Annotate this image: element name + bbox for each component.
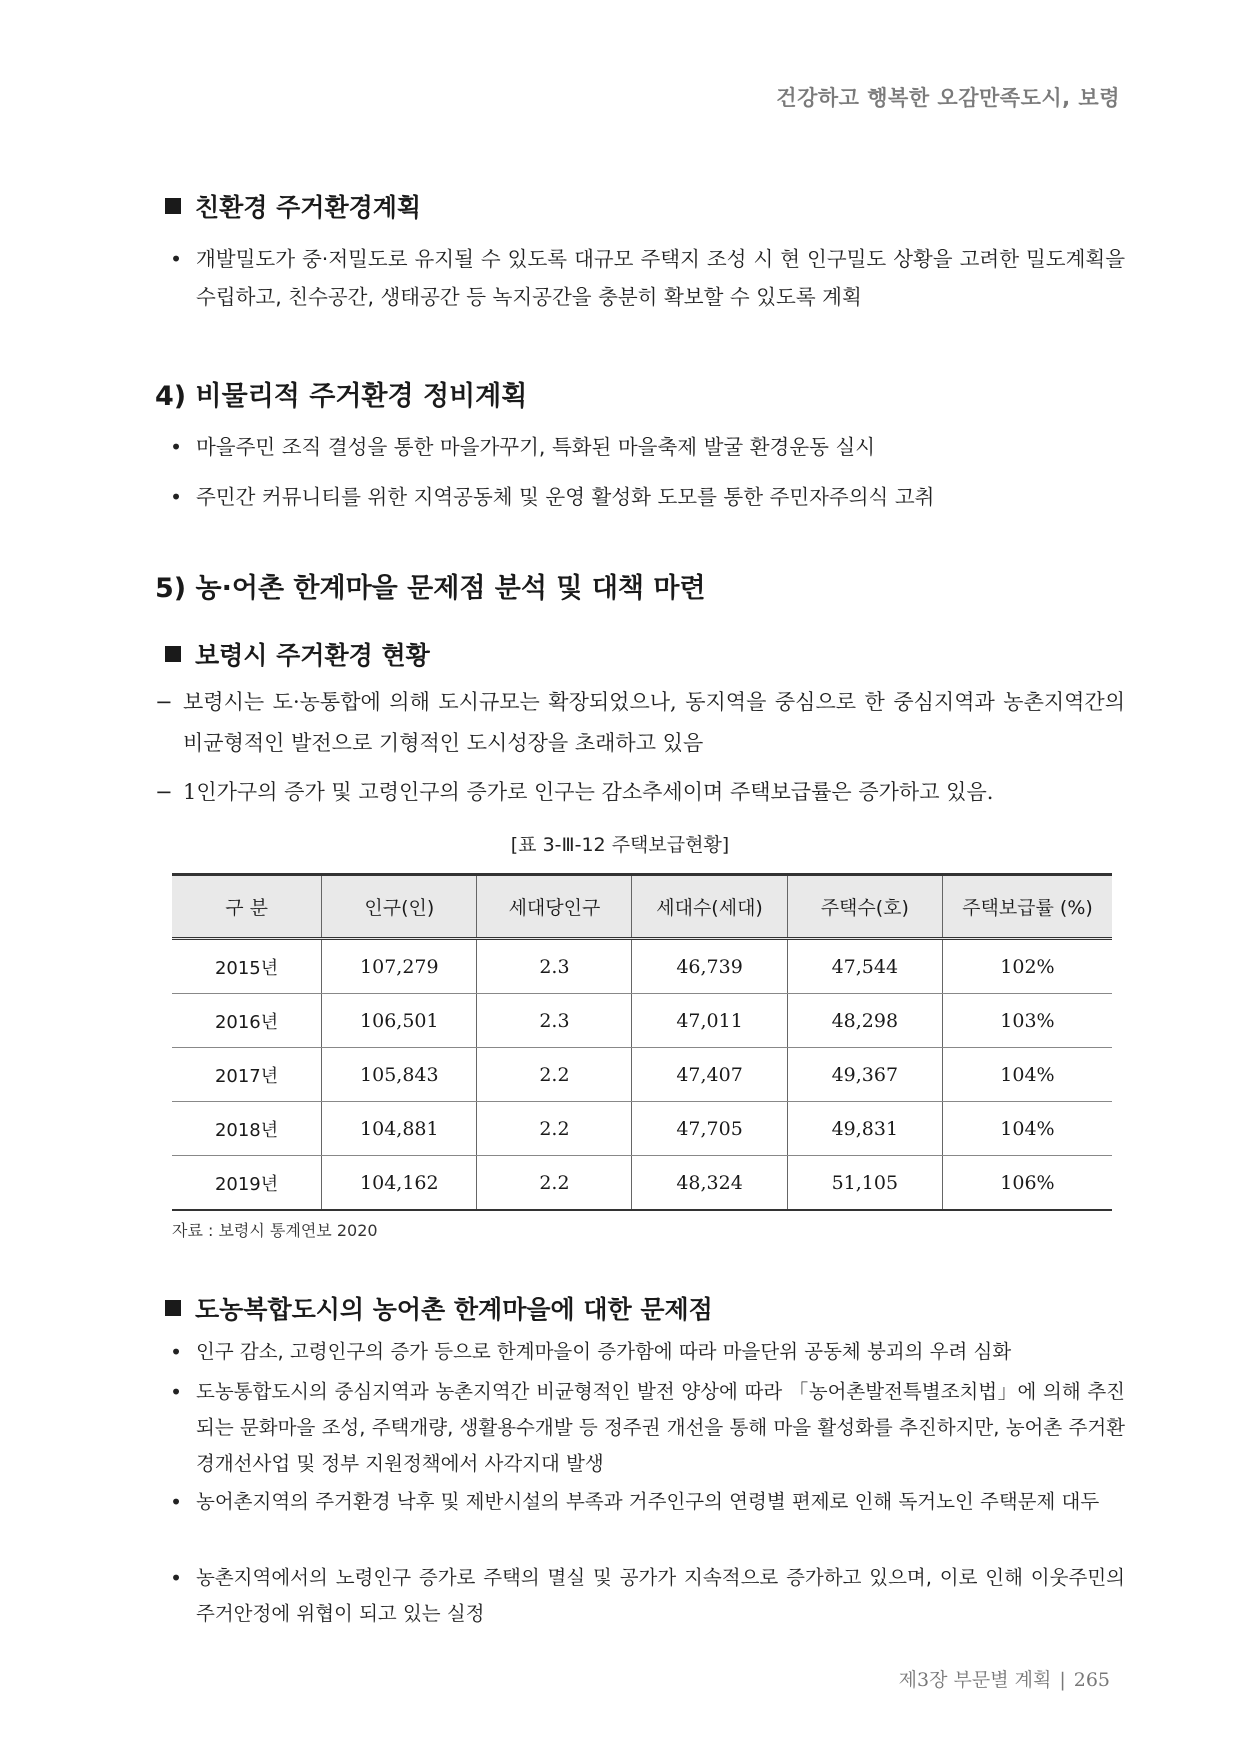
table-header-cell: 주택수(호) (787, 875, 942, 939)
section-heading-4: 4) 비물리적 주거환경 정비계획 (155, 381, 528, 412)
bullet-text: 마을주민 조직 결성을 통한 마을가꾸기, 특화된 마을축제 발굴 환경운동 실시 (196, 435, 876, 459)
table-header-cell: 주택보급률 (%) (942, 875, 1112, 939)
table-cell-year: 2016년 (172, 994, 322, 1048)
table-cell: 51,105 (787, 1156, 942, 1211)
footer-separator: | (1059, 1669, 1066, 1691)
dash-item (155, 772, 1125, 813)
table-row (172, 994, 1112, 1048)
dash-text: 보령시는 도·농통합에 의해 도시규모는 확장되었으나, 동지역을 중심으로 한 중심지역과 농촌지역간의 비균형적인 발전으로 기형적인 도시성장을 초래하고 있음 (183, 690, 1125, 755)
section-heading-5: 5) 농·어촌 한계마을 문제점 분석 및 대책 마련 (155, 573, 706, 604)
bullet-item (170, 478, 1125, 516)
table-cell: 107,279 (322, 939, 477, 994)
bullet-dot-icon: • (170, 485, 183, 509)
table-cell: 47,705 (632, 1102, 787, 1156)
bullet-dot-icon: • (170, 1566, 183, 1590)
subsection-heading-status (165, 636, 430, 672)
section-heading-eco-text: 친환경 주거환경계획 (195, 193, 422, 222)
table-cell: 102% (942, 939, 1112, 994)
table-header-row (172, 875, 1112, 939)
bullet-item (170, 1484, 1125, 1520)
table-cell: 2.2 (477, 1048, 632, 1102)
table-cell: 47,407 (632, 1048, 787, 1102)
table-header-cell: 구 분 (172, 875, 322, 939)
table-cell: 2.2 (477, 1156, 632, 1211)
table-cell: 48,324 (632, 1156, 787, 1211)
bullet-item (170, 240, 1125, 316)
table-cell-year: 2019년 (172, 1156, 322, 1211)
section-heading-problem-text: 도농복합도시의 농어촌 한계마을에 대한 문제점 (195, 1295, 713, 1324)
bullet-dot-icon: • (170, 1380, 183, 1404)
dash-text: 1인가구의 증가 및 고령인구의 증가로 인구는 감소추세이며 주택보급률은 증가하고 있음. (183, 780, 994, 804)
bullet-text: 도농통합도시의 중심지역과 농촌지역간 비균형적인 발전 양상에 따라 「농어촌발전특별조치법」에 의해 추진되는 문화마을 조성, 주택개량, 생활용수개발 등 정주권 개선을 통해 마을 활성화를 추진하지만, 농어촌 주거환경개선사업 및 정부 지원정책에서 사각지대 발생 (196, 1380, 1125, 1475)
dash-mark-icon: − (155, 780, 173, 804)
section-heading-eco (165, 188, 421, 224)
bullet-item (170, 1374, 1125, 1482)
table-cell: 106,501 (322, 994, 477, 1048)
table-row (172, 1102, 1112, 1156)
table-cell: 105,843 (322, 1048, 477, 1102)
bullet-item (170, 1560, 1125, 1632)
bullet-text: 농어촌지역의 주거환경 낙후 및 제반시설의 부족과 거주인구의 연령별 편제로 인해 독거노인 주택문제 대두 (196, 1490, 1100, 1513)
table-cell: 47,544 (787, 939, 942, 994)
square-bullet-icon (165, 646, 181, 662)
table-cell-year: 2018년 (172, 1102, 322, 1156)
bullet-item (170, 1334, 1125, 1370)
bullet-dot-icon: • (170, 1340, 183, 1364)
running-header: 건강하고 행복한 오감만족도시, 보령 (776, 86, 1120, 110)
bullet-text: 주민간 커뮤니티를 위한 지역공동체 및 운영 활성화 도모를 통한 주민자주의식 고취 (196, 485, 935, 509)
table-cell-year: 2015년 (172, 939, 322, 994)
table-header-cell: 인구(인) (322, 875, 477, 939)
bullet-text: 개발밀도가 중·저밀도로 유지될 수 있도록 대규모 주택지 조성 시 현 인구밀도 상황을 고려한 밀도계획을 수립하고, 친수공간, 생태공간 등 녹지공간을 충분히 확보할 수 있도록 계획 (196, 247, 1125, 309)
table-source-note: 자료 : 보령시 통계연보 2020 (172, 1221, 378, 1240)
table-cell: 103% (942, 994, 1112, 1048)
table-cell: 49,367 (787, 1048, 942, 1102)
bullet-text: 농촌지역에서의 노령인구 증가로 주택의 멸실 및 공가가 지속적으로 증가하고 있으며, 이로 인해 이웃주민의 주거안정에 위협이 되고 있는 실정 (196, 1566, 1125, 1625)
section-heading-problem (165, 1290, 713, 1326)
page-number: 265 (1073, 1669, 1110, 1691)
table-cell: 104,162 (322, 1156, 477, 1211)
footer-chapter: 제3장 부문별 계획 (898, 1669, 1052, 1691)
page-footer (899, 1665, 1110, 1692)
table-cell: 2.3 (477, 939, 632, 994)
square-bullet-icon (165, 1300, 181, 1316)
square-bullet-icon (165, 198, 181, 214)
table-header-cell: 세대당인구 (477, 875, 632, 939)
table-cell: 2.2 (477, 1102, 632, 1156)
table-cell: 48,298 (787, 994, 942, 1048)
table-cell: 49,831 (787, 1102, 942, 1156)
bullet-dot-icon: • (170, 247, 183, 271)
table-row (172, 1048, 1112, 1102)
table-cell: 104% (942, 1048, 1112, 1102)
table-cell-year: 2017년 (172, 1048, 322, 1102)
table-cell: 104,881 (322, 1102, 477, 1156)
table-cell: 106% (942, 1156, 1112, 1211)
dash-mark-icon: − (155, 690, 173, 714)
table-cell: 47,011 (632, 994, 787, 1048)
bullet-text: 인구 감소, 고령인구의 증가 등으로 한계마을이 증가함에 따라 마을단위 공동체 붕괴의 우려 심화 (196, 1340, 1012, 1363)
table-caption: [표 3-Ⅲ-12 주택보급현황] (510, 834, 730, 856)
table-row (172, 1156, 1112, 1211)
table-cell: 2.3 (477, 994, 632, 1048)
table-cell: 104% (942, 1102, 1112, 1156)
table-cell: 46,739 (632, 939, 787, 994)
table-header-cell: 세대수(세대) (632, 875, 787, 939)
table-row (172, 939, 1112, 994)
housing-supply-table (172, 873, 1112, 1211)
dash-item (155, 682, 1125, 764)
bullet-dot-icon: • (170, 1490, 183, 1514)
bullet-dot-icon: • (170, 435, 183, 459)
subsection-heading-status-text: 보령시 주거환경 현황 (195, 641, 430, 670)
bullet-item (170, 428, 1125, 466)
